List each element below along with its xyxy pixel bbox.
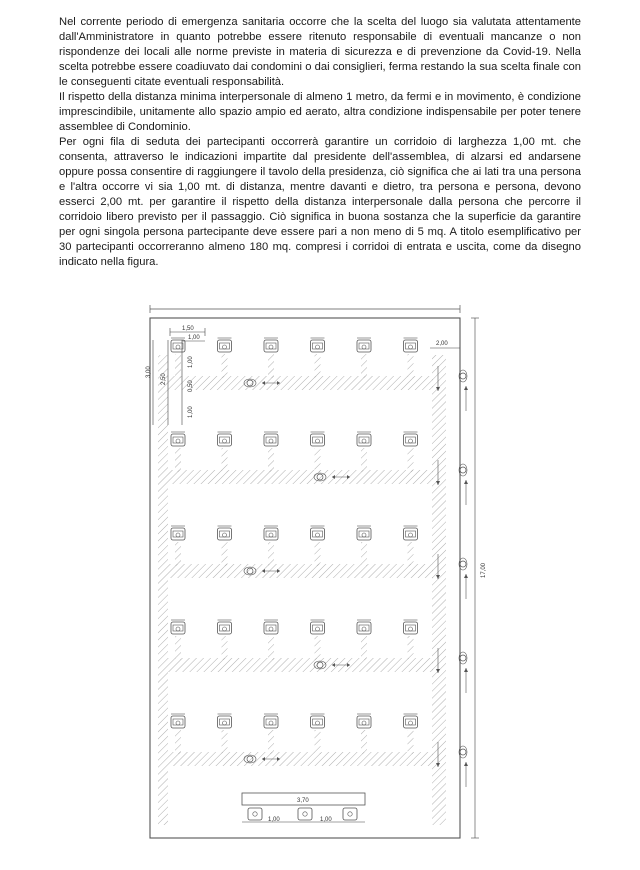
seat bbox=[404, 338, 418, 352]
document-text bbox=[59, 15, 581, 270]
side-arrow-head bbox=[464, 668, 468, 672]
table-seat bbox=[343, 808, 357, 820]
row-aisle bbox=[168, 752, 433, 766]
seat bbox=[311, 432, 325, 446]
seat bbox=[171, 714, 185, 728]
seat-connector bbox=[222, 636, 228, 660]
seat-connector bbox=[175, 730, 181, 754]
seat-connector bbox=[268, 636, 274, 660]
seat-connector bbox=[315, 730, 321, 754]
seat bbox=[264, 526, 278, 540]
dim-seat-gap-h: 1,00 bbox=[188, 335, 200, 341]
seat bbox=[357, 526, 371, 540]
seat bbox=[218, 620, 232, 634]
seat-connector bbox=[175, 448, 181, 472]
seat-connector bbox=[315, 448, 321, 472]
seat bbox=[218, 338, 232, 352]
side-arrow-head bbox=[464, 386, 468, 390]
seat-connector bbox=[268, 730, 274, 754]
seat-connector bbox=[222, 542, 228, 566]
seat bbox=[264, 714, 278, 728]
dim-table-gap-left: 1,00 bbox=[268, 817, 280, 823]
row-aisle bbox=[168, 470, 433, 484]
seat bbox=[357, 714, 371, 728]
dim-table-length: 3,70 bbox=[297, 798, 309, 804]
seat-connector bbox=[361, 730, 367, 754]
seat bbox=[404, 526, 418, 540]
seat-connector bbox=[268, 354, 274, 378]
seat-connector bbox=[408, 354, 414, 378]
seat-connector bbox=[408, 542, 414, 566]
side-arrow-head bbox=[464, 762, 468, 766]
seat bbox=[264, 620, 278, 634]
seat bbox=[264, 432, 278, 446]
row-aisle bbox=[168, 376, 433, 390]
seat bbox=[311, 714, 325, 728]
seat-connector bbox=[408, 448, 414, 472]
seat-connector bbox=[222, 354, 228, 378]
corridor-person bbox=[459, 746, 467, 758]
seat bbox=[404, 432, 418, 446]
seat-connector bbox=[408, 730, 414, 754]
seat-connector bbox=[315, 354, 321, 378]
dim-row-pitch: 3,00 bbox=[146, 366, 152, 378]
seat bbox=[171, 526, 185, 540]
seat-connector bbox=[315, 636, 321, 660]
dim-aisle-depth: 1,00 bbox=[188, 406, 194, 418]
dim-total-height: 17,00 bbox=[481, 562, 487, 578]
seat bbox=[311, 526, 325, 540]
side-arrow-head bbox=[464, 574, 468, 578]
seat-connector bbox=[175, 354, 181, 378]
paragraph-1: Nel corrente periodo di emergenza sanitaria occorre che la scelta del luogo sia valutata attentamente dall'Amministratore in quanto potrebbe essere ritenuto responsabile di eventuali mancanze o non rispondenze dei locali alle norme previste in materia di sicurezza e di prevenzione da Covid-19. Nella scelta potrebbe essere coadiuvato dai condomini o dai consiglieri, ferma restando la sua scelta finale con le conseguenti citate eventuali responsabilità. bbox=[59, 16, 581, 88]
table-seats bbox=[248, 808, 357, 820]
seat bbox=[171, 432, 185, 446]
seat-connector bbox=[268, 448, 274, 472]
dim-side-corridor: 2,00 bbox=[436, 341, 448, 347]
corridor-group bbox=[158, 354, 446, 825]
seat-connector bbox=[361, 636, 367, 660]
seat-connector bbox=[408, 636, 414, 660]
seat-connector bbox=[361, 354, 367, 378]
seat bbox=[357, 620, 371, 634]
seat bbox=[311, 338, 325, 352]
dim-table-gap-right: 1,00 bbox=[320, 817, 332, 823]
seat bbox=[264, 338, 278, 352]
seat-connector bbox=[268, 542, 274, 566]
seat-connector bbox=[222, 730, 228, 754]
table-seat bbox=[248, 808, 262, 820]
seat-connector bbox=[361, 448, 367, 472]
corridor-person bbox=[459, 652, 467, 664]
side-arrow-head bbox=[464, 480, 468, 484]
paragraph-3: Per ogni fila di seduta dei partecipanti occorrerà garantire un corridoio di larghezza 1,00 mt. che consenta, attraverso le indicazioni impartite dal presidente dell'assemblea, di alzarsi ed andarsene oppure possa consentire di raggiungere il tavolo della presidenza, ciò significa che ai lati tra una persona e l'altra occorre vi sia 1,00 mt. di distanza, mentre davanti e dietro, tra persona e persona, devono esserci 2,00 mt. per garantire il rispetto della distanza interpersonale dalla persona che percorre il corridoio libero previsto per il passaggio. Ciò significa in buona sostanza che la superficie da garantire per ogni singola persona partecipante deve essere pari a non meno di 5 mq. A titolo esemplificativo per 30 partecipanti occorreranno almeno 180 mq. compresi i corridoi di entrata e uscita, come da disegno indicato nella figura. bbox=[59, 136, 581, 268]
dim-seat-spacing-h: 1,50 bbox=[182, 326, 194, 332]
corridor-person bbox=[459, 370, 467, 382]
dim-row-seat-depth: 2,50 bbox=[161, 373, 167, 385]
seat-connector bbox=[175, 636, 181, 660]
seat bbox=[311, 620, 325, 634]
presidency-table bbox=[242, 793, 365, 823]
seat-connector bbox=[315, 542, 321, 566]
floor-plan-figure bbox=[130, 300, 500, 850]
seat-connector bbox=[361, 542, 367, 566]
seat-connector bbox=[175, 542, 181, 566]
row-aisle bbox=[168, 658, 433, 672]
seat-connector bbox=[222, 448, 228, 472]
seat bbox=[404, 714, 418, 728]
row-aisle bbox=[168, 564, 433, 578]
dim-chair-depth: 0,50 bbox=[188, 380, 194, 392]
paragraph-2: Il rispetto della distanza minima interpersonale di almeno 1 metro, da fermi e in movimento, è condizione imprescindibile, unitamente allo spazio ampio ed aerato, altra condizione indispensabile per poter tenere assemblee di Condominio. bbox=[59, 91, 581, 133]
seat bbox=[171, 620, 185, 634]
corridor-person bbox=[459, 558, 467, 570]
seat bbox=[357, 432, 371, 446]
corridor-person bbox=[459, 464, 467, 476]
table-seat bbox=[298, 808, 312, 820]
left-corridor bbox=[158, 355, 168, 825]
seat bbox=[404, 620, 418, 634]
seat bbox=[218, 714, 232, 728]
seat bbox=[218, 432, 232, 446]
seat bbox=[171, 338, 185, 352]
side-corridor bbox=[432, 355, 446, 825]
dim-seat-depth: 1,00 bbox=[188, 356, 194, 368]
seat bbox=[357, 338, 371, 352]
seat bbox=[218, 526, 232, 540]
